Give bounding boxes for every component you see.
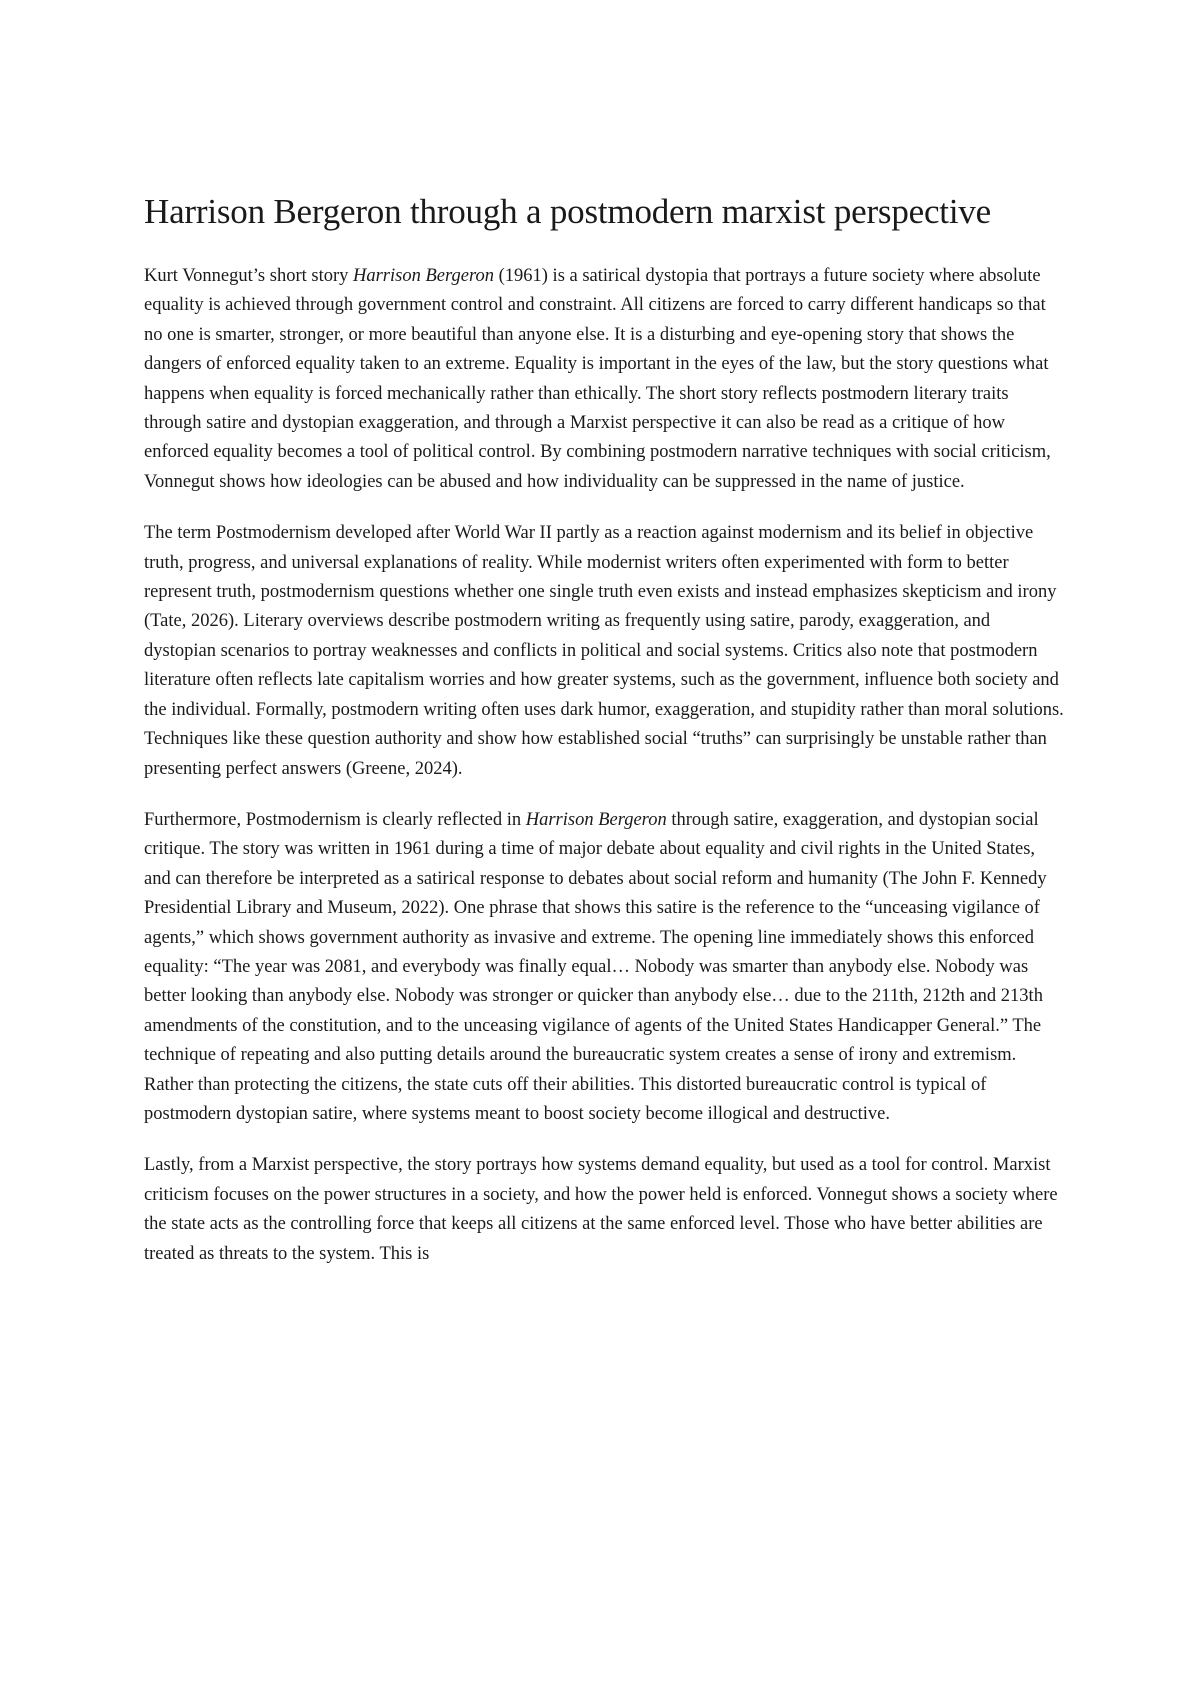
italic-title-run: Harrison Bergeron [525, 809, 667, 830]
text-run: (1961) is a satirical dystopia that portrays a future society where absolute equality is achieved through government control and constraint. All citizens are forced to carry different handicaps so that no one is smarter, stronger, or more beautiful than anyone else. It is a disturbing and eye-opening story that shows the dangers of enforced equality taken to an extreme. Equality is important in the eyes of the law, but the story questions what happens when equality is forced mechanically rather than ethically. The short story reflects postmodern literary traits through satire and dystopian exaggeration, and through a Marxist perspective it can also be read as a critique of how enforced equality becomes a tool of political control. By combining postmodern narrative techniques with social criticism, Vonnegut shows how ideologies can be abused and how individuality can be suppressed in the name of justice. [144, 266, 1051, 492]
text-run: Kurt Vonnegut’s short story [144, 266, 353, 286]
document-title: Harrison Bergeron through a postmodern marxist perspective [144, 192, 991, 231]
paragraph-introduction [144, 262, 1064, 497]
paragraph-postmodernism [144, 519, 1064, 784]
text-run: Lastly, from a Marxist perspective, the story portrays how systems demand equality, but used as a tool for control. Marxist criticism focuses on the power structures in a society, and how the power held is enforced. Vonnegut shows a society where the state acts as the controlling force that keeps all citizens at the same enforced level. Those who have better abilities are treated as threats to the system. This is [144, 1155, 1058, 1264]
italic-title-run: Harrison Bergeron [353, 266, 494, 286]
paragraph-satire-analysis [144, 806, 1064, 1129]
document-body [144, 186, 1064, 1291]
text-run: Furthermore, Postmodernism is clearly reflected in [144, 809, 526, 830]
text-run: through satire, exaggeration, and dystopian social critique. The story was written in 1961 during a time of major debate about equality and civil rights in the United States, and can therefore be interpreted as a satirical response to debates about social reform and humanity (The John F. Kennedy Presidential Library and Museum, 2022). One phrase that shows this satire is the reference to the “unceasing vigilance of agents,” which shows government authority as invasive and extreme. The opening line immediately shows this enforced equality: “The year was 2081, and everybody was finally equal… Nobody was smarter than anybody else. Nobody was better looking than anybody else. Nobody was stronger or quicker than anybody else… due to the 211th, 212th and 213th amendments of the constitution, and to the unceasing vigilance of agents of the United States Handicapper General.” The technique of repeating and also putting details around the bureaucratic system creates a sense of irony and extremism. Rather than protecting the citizens, the state cuts off their abilities. This distorted bureaucratic control is typical of postmodern dystopian satire, where systems meant to boost society become illogical and destructive. [144, 809, 1047, 1124]
text-run: The term Postmodernism developed after World War II partly as a reaction against modernism and its belief in objective truth, progress, and universal explanations of reality. While modernist writers often experimented with form to better represent truth, postmodernism questions whether one single truth even exists and instead emphasizes skepticism and irony (Tate, 2026). Literary overviews describe postmodern writing as frequently using satire, parody, exaggeration, and dystopian scenarios to portray weaknesses and conflicts in political and social systems. Critics also note that postmodern literature often reflects late capitalism worries and how greater systems, such as the government, influence both society and the individual. Formally, postmodern writing often uses dark humor, exaggeration, and stupidity rather than moral solutions. Techniques like these question authority and show how established social “truths” can surprisingly be unstable rather than presenting perfect answers (Greene, 2024). [144, 523, 1064, 779]
paragraph-marxist-perspective [144, 1151, 1064, 1269]
